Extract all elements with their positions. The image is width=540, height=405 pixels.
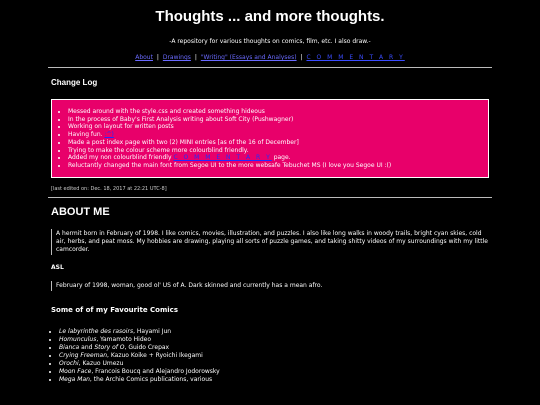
changelog-entry: • Made a post index page with two (2) MINI entries [as of the 16 of December] bbox=[68, 139, 480, 147]
nav-link-drawings[interactable]: Drawings bbox=[162, 54, 191, 61]
commentary-link[interactable]: C O M M E N T A R Y bbox=[173, 154, 272, 162]
site-header bbox=[0, 0, 540, 61]
nav-link-writing[interactable]: "Writing" (Essays and Analyses) bbox=[200, 54, 297, 61]
changelog-entry: • Reluctantly changed the main font from Segoe UI to the more websafe Tebuchet MS (I love you Segoe UI :() bbox=[68, 162, 480, 170]
list-item: • Homunculus, Yamamoto Hideo bbox=[59, 336, 540, 344]
about-title: ABOUT ME bbox=[51, 205, 110, 218]
changelog-list bbox=[60, 108, 480, 170]
nav-link-commentary[interactable]: C O M M E N T A R Y bbox=[306, 54, 405, 61]
favourites-title: Some of of my Favourite Comics bbox=[51, 305, 178, 314]
changelog-entry: • Messed around with the style.css and created something hideous bbox=[68, 108, 480, 116]
changelog-entry: • Having fun. :^) bbox=[68, 131, 480, 139]
list-item: • Orochi, Kazuo Umezu bbox=[59, 360, 540, 368]
divider bbox=[48, 67, 492, 68]
main-nav bbox=[0, 54, 540, 61]
last-edited-note: [last edited on: Dec. 18, 2017 at 22:21 UTC-8] bbox=[51, 185, 167, 192]
changelog-entry: • Trying to make the colour scheme more colourblind friendly. bbox=[68, 147, 480, 155]
nav-link-about[interactable]: About bbox=[135, 54, 153, 61]
changelog-entry: • Working on layout for written posts bbox=[68, 123, 480, 131]
list-item: • Mega Man, the Archie Comics publications, various bbox=[59, 376, 540, 384]
list-item: • Le labyrinthe des rasoirs, Hayami Jun bbox=[59, 328, 540, 336]
favourites-list bbox=[51, 328, 540, 385]
smiley-link[interactable]: :^) bbox=[104, 131, 114, 139]
nav-separator: | bbox=[156, 54, 159, 61]
divider bbox=[48, 197, 492, 198]
nav-separator: | bbox=[194, 54, 197, 61]
site-title: Thoughts ... and more thoughts. bbox=[155, 8, 385, 25]
list-item: • Bianca and Story of O, Guido Crepax bbox=[59, 344, 540, 352]
changelog-entry: • In the process of Baby's First Analysis writing about Soft City (Pushwagner) bbox=[68, 116, 480, 124]
nav-separator: | bbox=[300, 54, 303, 61]
site-tagline: -A repository for various thoughts on comics, film, etc. I also draw.- bbox=[169, 38, 371, 45]
list-item: • Moon Face, Francois Boucq and Alejandro Jodorowsky bbox=[59, 368, 540, 376]
bio-blockquote: A hermit born in February of 1998. I like comics, movies, illustration, and puzzles. I also like long walks in woody trails, bright cyan skies, cold air, herbs, and peat moss. My hobbies are drawing, playing all sorts of puzzle games, and taking shitty videos of my surroundings with my little camcorder. bbox=[51, 229, 489, 255]
asl-heading: ASL bbox=[51, 263, 64, 271]
changelog-box bbox=[51, 99, 489, 178]
changelog-entry: • Added my non colourblind friendly C O M M E N T A R Y page. bbox=[68, 154, 480, 162]
list-item: • Crying Freeman, Kazuo Koike + Ryoichi Ikegami bbox=[59, 352, 540, 360]
changelog-title: Change Log bbox=[51, 78, 98, 87]
asl-blockquote: February of 1998, woman, good ol' US of A. Dark skinned and currently has a mean afro. bbox=[51, 281, 489, 291]
